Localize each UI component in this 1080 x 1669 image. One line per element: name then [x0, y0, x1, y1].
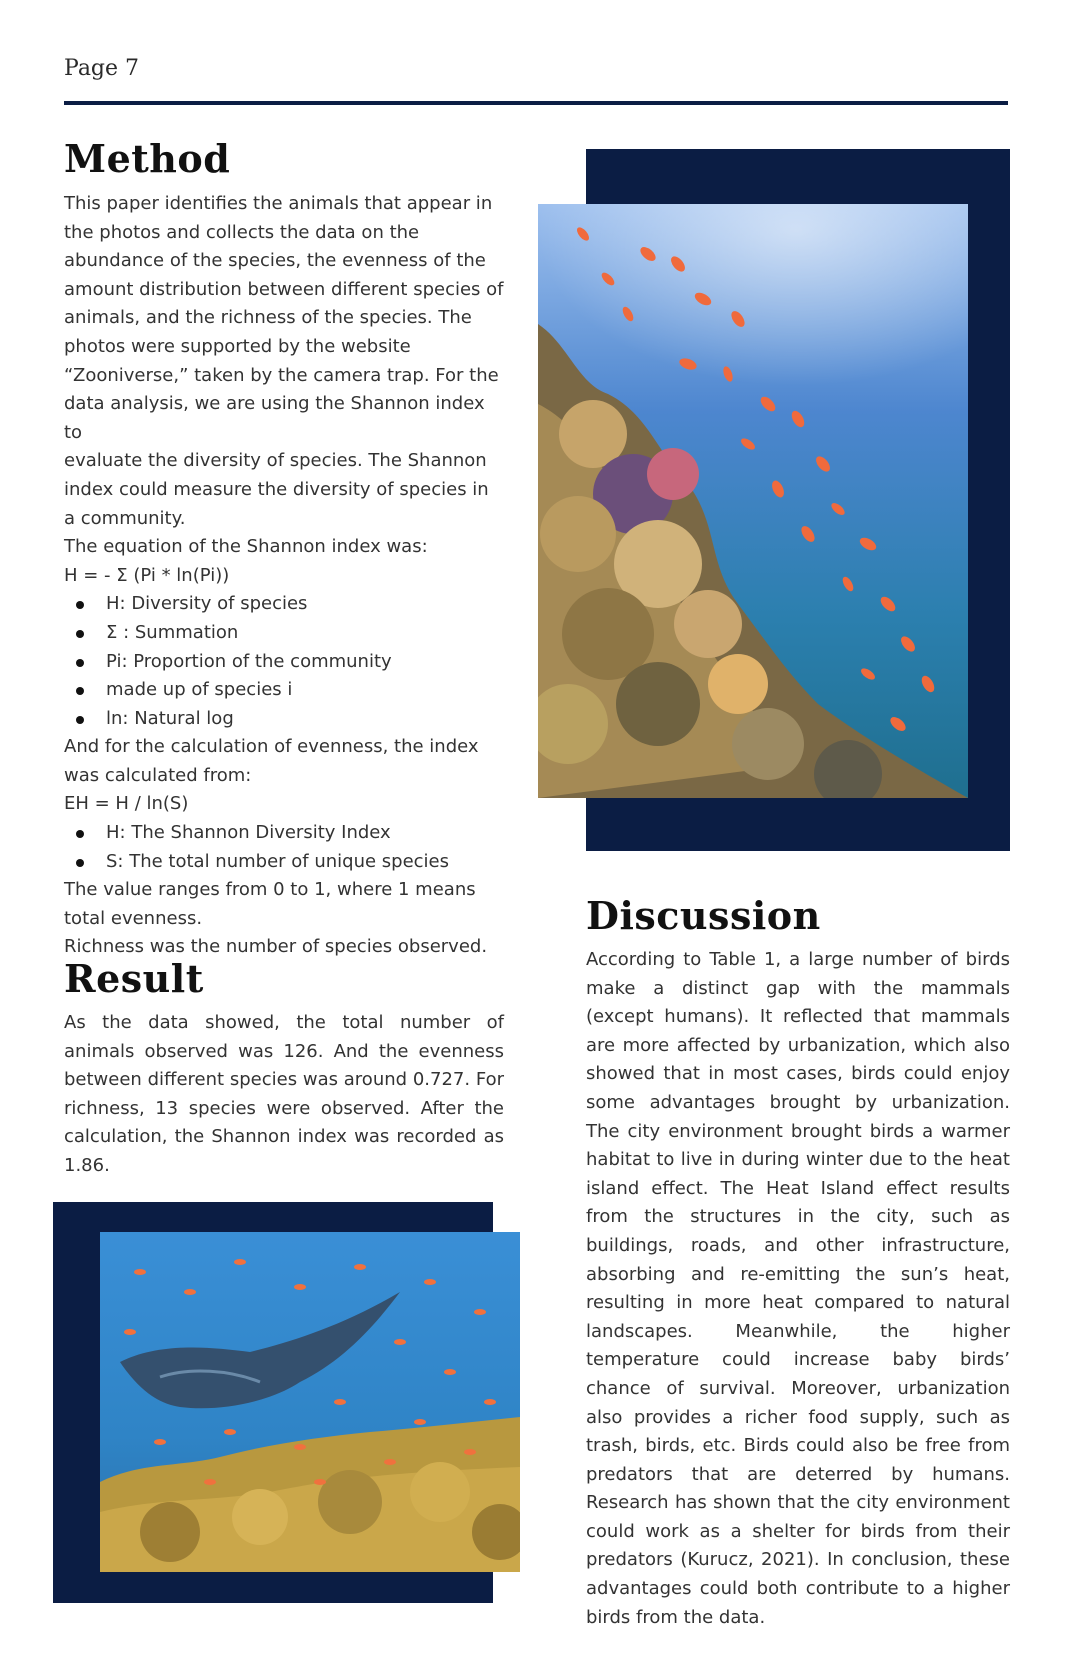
method-line: And for the calculation of evenness, the index — [64, 736, 479, 758]
list-item: Pi: Proportion of the community — [64, 648, 504, 677]
method-line: the photos and collects the data on the — [64, 221, 420, 243]
manta-ray-reef-photo — [100, 1232, 520, 1572]
method-line: abundance of the species, the evenness of the — [64, 250, 486, 272]
method-line: amount distribution between different species of — [64, 278, 504, 300]
header-rule — [64, 101, 1008, 105]
method-line: “Zooniverse,” taken by the camera trap. For the — [64, 364, 499, 386]
shannon-equation: H = - Σ (Pi * ln(Pi)) — [64, 564, 230, 586]
coral-reef-fish-photo — [538, 204, 968, 798]
page-number: Page 7 — [64, 56, 140, 81]
method-line: total evenness. — [64, 907, 203, 929]
method-line: animals, and the richness of the species. The — [64, 307, 472, 329]
method-line: Richness was the number of species observed. — [64, 936, 488, 958]
list-item: ln: Natural log — [64, 705, 504, 734]
shannon-variable-list — [64, 590, 504, 733]
method-line: evaluate the diversity of species. The Shannon — [64, 450, 487, 472]
method-line: data analysis, we are using the Shannon index to — [64, 393, 485, 443]
result-heading: Result — [64, 956, 204, 1001]
method-line: a community. — [64, 507, 186, 529]
evenness-equation: EH = H / ln(S) — [64, 793, 189, 815]
list-item: S: The total number of unique species — [64, 848, 504, 877]
method-body — [64, 190, 504, 962]
evenness-variable-list — [64, 819, 504, 876]
method-line: This paper identifies the animals that appear in — [64, 193, 493, 214]
list-item: made up of species i — [64, 676, 504, 705]
result-paragraph: As the data showed, the total number of animals observed was 126. And the evenness between different species was around 0.727. For richness, 13 species were observed. After the calculation, the Shannon index was recorded as 1.86. — [64, 1012, 504, 1176]
method-line: The equation of the Shannon index was: — [64, 536, 428, 558]
discussion-heading: Discussion — [586, 893, 821, 938]
list-item: Σ : Summation — [64, 619, 504, 648]
method-line: index could measure the diversity of species in — [64, 478, 489, 500]
method-line: The value ranges from 0 to 1, where 1 means — [64, 879, 476, 901]
list-item: H: Diversity of species — [64, 590, 504, 619]
method-heading: Method — [64, 136, 231, 181]
list-item: H: The Shannon Diversity Index — [64, 819, 504, 848]
method-line: was calculated from: — [64, 764, 252, 786]
method-line: photos were supported by the website — [64, 335, 411, 357]
discussion-paragraph: According to Table 1, a large number of birds make a distinct gap with the mammals (except humans). It reflected that mammals are more affected by urbanization, which also showed that in most cases, birds could enjoy some advantages brought by urbanization. The city environment brought birds a warmer habitat to live in during winter due to the heat island effect. The Heat Island effect results from the structures in the city, such as buildings, roads, and other infrastructure, absorbing and re-emitting the sun’s heat, resulting in more heat compared to natural landscapes. Meanwhile, the higher temperature could increase baby birds’ chance of survival. Moreover, urbanization also provides a richer food supply, such as trash, birds, etc. Birds could also be free from predators that are deterred by humans. Research has shown that the city environment could work as a shelter for birds from their predators (Kurucz, 2021). In conclusion, these advantages could both contribute to a higher birds from the data. — [586, 949, 1010, 1628]
